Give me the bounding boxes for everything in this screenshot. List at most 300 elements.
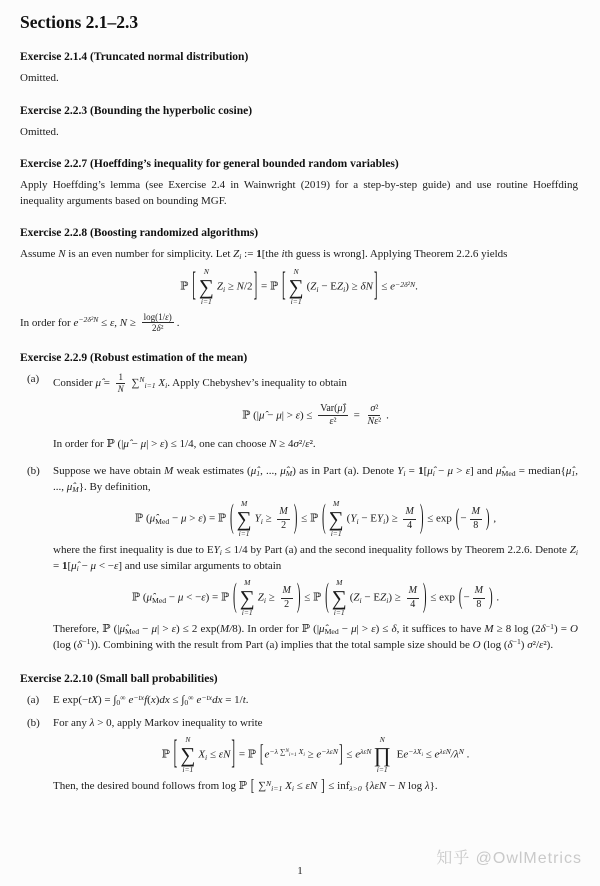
math-text: [ (67, 559, 72, 572)
math-var: λεN (369, 780, 387, 793)
math-var: −tx (201, 692, 213, 702)
math-var: μ̂ (119, 623, 125, 636)
math-fraction (277, 506, 289, 532)
fraction-denominator (366, 416, 384, 429)
math-text: − (386, 780, 398, 793)
math-var: i (291, 784, 294, 794)
math-fraction (407, 585, 419, 611)
math-var: tX (88, 694, 98, 707)
math-fraction (142, 312, 174, 335)
math-var: e (403, 748, 409, 761)
math-var: δ (391, 623, 397, 636)
item-body (53, 372, 578, 460)
math-text: ) = ℙ (202, 512, 229, 525)
math-text: − E (358, 512, 378, 525)
fraction-denominator (474, 599, 483, 612)
math-subscript (303, 752, 305, 758)
math-var: i (386, 595, 389, 605)
math-var: X (285, 780, 292, 793)
math-subscript (386, 596, 388, 605)
math-var: i (222, 285, 226, 295)
math-text: − (463, 591, 470, 604)
math-text: − (434, 465, 448, 478)
math-var: δN (360, 281, 373, 294)
math-var: i (219, 548, 222, 558)
math-text: ) ≥ (388, 591, 404, 604)
fraction-numerator (116, 372, 125, 384)
list-item-b (20, 464, 578, 655)
math-text: ≥ (304, 748, 317, 761)
equation-content (132, 579, 499, 617)
exercise-paragraph (20, 247, 578, 263)
math-text: }. By definition, (78, 480, 151, 493)
math-var: μ (90, 559, 97, 572)
math-subscript (421, 752, 423, 758)
math-var: δ (77, 638, 83, 651)
math-superscript (82, 637, 90, 646)
math-big-operator (289, 268, 304, 306)
math-var: εN (305, 780, 318, 793)
fraction-numerator (470, 506, 482, 520)
math-var: λ (89, 716, 95, 729)
math-var: N (458, 747, 464, 757)
math-text: | > (281, 409, 296, 422)
math-text: 1 (118, 372, 123, 383)
math-subscript (576, 548, 578, 557)
math-subscript (223, 285, 225, 294)
math-text: ∑ (128, 376, 140, 389)
math-text: ≥ (265, 591, 278, 604)
math-text: = (101, 376, 113, 389)
math-text: ) ≤ (300, 409, 316, 422)
math-var: μ̂ (258, 409, 265, 422)
fraction-numerator (473, 585, 485, 599)
math-big-operator (374, 736, 391, 774)
math-var: M (405, 506, 414, 518)
math-text: > 0, apply Markov inequality to write (94, 716, 263, 729)
operator-symbol: ∏ (373, 742, 391, 767)
math-var: μ̂ (427, 465, 433, 478)
math-delimiter: ] (338, 740, 343, 768)
math-var: i (76, 563, 79, 573)
math-var: ε (305, 437, 310, 450)
display-equation (53, 397, 578, 435)
math-var: e (355, 748, 361, 761)
math-subscript (433, 469, 435, 478)
math-text: −1 (82, 637, 91, 647)
item-paragraph (53, 464, 578, 495)
fraction-denominator (405, 520, 414, 533)
math-text: ≥ (262, 512, 275, 525)
math-subscript (360, 596, 362, 605)
math-text: Suppose we have obtain (53, 465, 165, 478)
fraction-numerator (318, 403, 348, 417)
math-subscript (502, 469, 516, 478)
math-text: log (405, 780, 425, 793)
math-fraction (403, 506, 415, 532)
math-var: Y (397, 465, 404, 478)
math-text: 4 (407, 519, 413, 531)
fraction-denominator (328, 416, 339, 429)
math-var: N (397, 780, 406, 793)
math-var: −λ (269, 747, 278, 757)
math-text: = (350, 409, 363, 422)
math-subscript (155, 517, 169, 526)
math-text: = ℙ (258, 281, 281, 294)
math-text: ( (346, 512, 351, 525)
math-var: ε (109, 316, 115, 329)
fraction-denominator (408, 599, 417, 612)
math-text: = median{ (515, 465, 566, 478)
math-superscript (395, 280, 415, 289)
math-text: ≤ ℙ (301, 591, 325, 604)
math-text: In order for (20, 316, 74, 329)
math-var: i (239, 252, 242, 262)
math-var: μ (276, 409, 282, 422)
math-text: − (166, 591, 178, 604)
exercise-heading: Exercise 2.2.10 (Small ball probabilities) (20, 673, 218, 686)
operator-lower-limit (377, 766, 388, 775)
math-text: − (78, 559, 91, 572)
math-var: i (316, 285, 319, 295)
math-text: log(1/ (143, 311, 166, 322)
math-var: ε (165, 311, 169, 322)
exercise-body: Omitted. (20, 72, 59, 84)
math-text: , it suffices to have (396, 623, 485, 636)
math-text: ) ≤ 2 exp( (175, 623, 221, 636)
math-subscript (239, 252, 241, 261)
item-label: (a) (27, 694, 40, 707)
equation-content (162, 736, 470, 774)
list-item-a (20, 693, 578, 709)
exercise-heading: Exercise 2.1.4 (Truncated normal distribution) (20, 51, 249, 63)
math-var: X (158, 376, 166, 389)
operator-lower-limit (331, 530, 342, 539)
item-body (53, 464, 578, 655)
math-subscript (571, 469, 575, 478)
math-subscript (289, 752, 297, 758)
math-var: ε (465, 465, 471, 478)
math-text: E (393, 748, 404, 761)
math-text: ) ≥ (345, 281, 361, 294)
math-var: i (281, 248, 285, 260)
math-text: th guess is wrong]. Applying Theorem 2.2.6 yields (284, 248, 508, 260)
math-text: , ..., (53, 465, 578, 493)
math-text: weak estimates ( (173, 465, 251, 478)
item-label: (a) (27, 373, 40, 386)
math-text: . (386, 409, 389, 422)
math-text: := (241, 248, 257, 260)
math-text: | > (146, 437, 161, 450)
math-text: < − (183, 591, 202, 604)
math-var: i=1 (241, 607, 253, 617)
math-superscript (133, 693, 144, 702)
equation-content (242, 403, 389, 429)
math-var: i (205, 752, 208, 762)
math-var: i=1 (144, 381, 156, 391)
math-var: σ (293, 437, 299, 450)
math-text: . (245, 694, 249, 707)
math-text: − E (318, 281, 337, 294)
fraction-numerator (281, 585, 293, 599)
equation-content (135, 500, 496, 538)
math-var: ε (329, 416, 334, 428)
math-var: ε (371, 623, 376, 636)
operator-lower-limit (242, 609, 253, 618)
math-text: ∑ (277, 747, 286, 757)
math-text: ) = ∫ (98, 694, 117, 707)
math-var: Z (569, 544, 576, 557)
math-var: N (119, 316, 128, 329)
math-var: μ̂ (146, 591, 153, 604)
math-var: Z (233, 248, 240, 260)
math-text: = (53, 559, 62, 572)
math-subscript (403, 469, 405, 478)
math-text: Therefore, ℙ (| (53, 623, 120, 636)
math-var: −2δ²N (78, 314, 99, 324)
math-var: M (164, 465, 174, 478)
math-text: For any (53, 716, 90, 729)
math-var: Nε (367, 416, 379, 428)
math-var: λεN (360, 747, 372, 757)
math-superscript (439, 747, 451, 756)
math-var: ε (295, 409, 301, 422)
math-var: μ̂ (337, 402, 343, 414)
math-text: ℙ ( (134, 512, 150, 525)
math-subscript (356, 517, 358, 526)
math-var: μ̂ (250, 465, 257, 478)
exercise-2-2-8 (20, 227, 578, 334)
math-text: = 1/ (222, 694, 243, 707)
math-text: ) ≥ (385, 512, 401, 525)
math-var: μ̂ (280, 465, 286, 478)
math-var: i (421, 751, 423, 758)
math-delimiter: ] (373, 267, 378, 305)
math-var: Z (257, 591, 264, 604)
math-var: O (472, 638, 481, 651)
math-superscript (360, 747, 372, 756)
math-text: 4 (410, 598, 416, 610)
math-text: ≥ (225, 281, 237, 294)
math-subscript (271, 784, 282, 793)
item-paragraph (53, 716, 578, 732)
operator-lower-limit (201, 298, 212, 307)
math-var: −tx (133, 692, 145, 702)
math-text: ≥ 8 log (2 (493, 623, 541, 636)
item-paragraph (53, 622, 578, 653)
math-text: − (128, 437, 141, 450)
math-var: M (279, 506, 288, 518)
exercise-body: Apply Hoeffding’s lemma (see Exercise 2.4 in Wainwright (2019) for a step-by-step guide) and use routine Hoeffding inequality arguments based on bounding MGF. (20, 179, 578, 207)
math-text: = (405, 465, 419, 478)
math-var: M (336, 578, 343, 588)
math-bold-symbol: 1 (61, 559, 68, 572)
math-text: )). Combining with the result from Part (a) implies that the total sample size should be (90, 638, 473, 651)
operator-symbol: ∑ (198, 275, 214, 299)
math-text: ℙ ( (131, 591, 147, 604)
math-text: Consider (53, 376, 96, 389)
math-text: . (176, 316, 180, 329)
operator-lower-limit (334, 609, 345, 618)
math-text: [ (423, 465, 428, 478)
math-big-operator (240, 579, 255, 617)
math-fraction (470, 506, 482, 532)
exercise-body: Omitted. (20, 125, 59, 138)
math-text: ≤ inf (325, 780, 350, 793)
item-paragraph (53, 543, 578, 574)
item-label: (b) (27, 716, 40, 729)
math-text: . Apply Chebyshev’s inequality to obtain (167, 376, 347, 389)
math-var: Y (350, 512, 357, 525)
math-var: M (333, 499, 340, 509)
math-subscript (349, 784, 361, 793)
math-subscript (77, 564, 79, 573)
math-superscript (78, 315, 98, 324)
math-text: ² (378, 416, 382, 428)
math-var: f (144, 694, 148, 707)
math-text: 8 (473, 519, 479, 531)
math-delimiter: ) (422, 578, 427, 615)
math-var: N (236, 281, 244, 294)
math-subscript (383, 517, 385, 526)
math-subscript (125, 627, 139, 636)
math-text: ≤ exp (427, 591, 458, 604)
math-text: ℙ (| (242, 409, 259, 422)
math-text: ∑ (255, 780, 267, 793)
display-equation (20, 266, 578, 310)
math-var: i (383, 516, 386, 526)
math-var: δ (540, 623, 546, 636)
math-var: δ (156, 323, 161, 334)
math-subscript (205, 753, 207, 762)
math-var: Z (310, 281, 317, 294)
math-text: . (463, 748, 470, 761)
math-delimiter: ( (325, 578, 329, 615)
watermark: 知乎 @OwlMetrics (436, 850, 582, 867)
operator-lower-limit (182, 766, 193, 775)
math-text: = ℙ (236, 748, 259, 761)
math-big-operator (199, 268, 214, 306)
math-text: ] and use similar arguments to obtain (118, 559, 282, 572)
math-subscript (261, 517, 263, 526)
fraction-denominator (150, 323, 165, 334)
operator-symbol: ∑ (239, 585, 255, 610)
math-var: /λ (450, 748, 459, 761)
fraction-denominator (471, 520, 480, 533)
math-var: μ̂ (95, 376, 102, 389)
math-superscript (120, 693, 125, 702)
math-text: ∞ (120, 692, 126, 702)
list-item-a (20, 372, 578, 460)
item-label: (b) (27, 465, 40, 478)
math-text: . (493, 591, 500, 604)
math-text: ) = (553, 623, 571, 636)
math-subscript (220, 548, 222, 557)
math-text: | > (157, 623, 172, 636)
math-var: μ (151, 623, 158, 636)
math-var: i (165, 381, 168, 391)
math-subscript (165, 381, 167, 390)
math-var: ε (171, 623, 176, 636)
equation-content (180, 268, 418, 306)
math-var: O (570, 623, 578, 636)
exercise-heading: Exercise 2.2.9 (Robust estimation of the mean) (20, 352, 248, 365)
math-superscript (201, 693, 212, 702)
fraction-numerator (277, 506, 289, 520)
exercise-2-2-7 (20, 158, 578, 209)
math-var: Z (353, 591, 360, 604)
fraction-numerator (403, 506, 415, 520)
math-superscript (546, 622, 554, 631)
math-var: i (260, 516, 263, 526)
exercise-heading: Exercise 2.2.7 (Hoeffding’s inequality for general bounded random variables) (20, 158, 399, 170)
exercise-2-2-10 (20, 673, 578, 797)
math-delimiter: ) (296, 578, 301, 615)
math-superscript (513, 637, 521, 646)
math-text: − (139, 623, 152, 636)
math-var: ε (160, 437, 165, 450)
math-text (317, 780, 320, 792)
math-var: N (58, 248, 66, 260)
math-subscript (72, 485, 78, 494)
math-subscript (264, 596, 266, 605)
math-var: μ (180, 512, 187, 525)
math-var: −2δ²N (395, 279, 416, 289)
math-subscript (286, 469, 292, 478)
math-text: ≥ (127, 316, 139, 329)
math-var: dx (212, 694, 223, 707)
math-fraction (366, 403, 384, 429)
math-subscript (325, 627, 339, 636)
math-delimiter: [ (250, 776, 255, 795)
math-superscript (269, 747, 304, 756)
math-var: i=1 (182, 764, 194, 774)
math-var: i (432, 469, 435, 479)
math-var: ε (113, 559, 119, 572)
item-paragraph (53, 693, 578, 709)
math-text: 0 (116, 698, 121, 708)
math-text: − (264, 409, 277, 422)
math-var: σ (370, 402, 376, 414)
math-var: e (196, 694, 202, 707)
math-delimiter: [ (281, 267, 286, 305)
math-text: (log ( (480, 638, 508, 651)
math-var: Z (380, 591, 387, 604)
math-var: μ̂ (123, 437, 129, 450)
math-var: N (269, 437, 277, 450)
math-text: where the first inequality is due to E (53, 544, 214, 557)
math-delimiter: [ (173, 735, 178, 772)
math-var: εN (218, 748, 231, 761)
math-text: is an even number for simplicity. Let (65, 248, 234, 260)
math-var: i (359, 595, 362, 605)
math-text: In order for ℙ (| (53, 437, 124, 450)
math-delimiter: ] (320, 776, 325, 795)
math-var: M/ (220, 623, 233, 636)
math-text: ≤ (422, 748, 435, 761)
math-var: μ̂ (71, 559, 77, 572)
math-text: Med (124, 627, 140, 637)
math-var: i=1 (288, 751, 297, 758)
math-var: μ̂ (319, 623, 325, 636)
math-var: t (242, 694, 246, 707)
math-text: ≤ ℙ (298, 512, 321, 525)
math-text: Med (324, 627, 339, 637)
math-var: i=1 (200, 297, 212, 306)
math-text: − (460, 512, 467, 525)
math-delimiter: ) (419, 499, 424, 536)
operator-symbol: ∑ (288, 275, 304, 299)
